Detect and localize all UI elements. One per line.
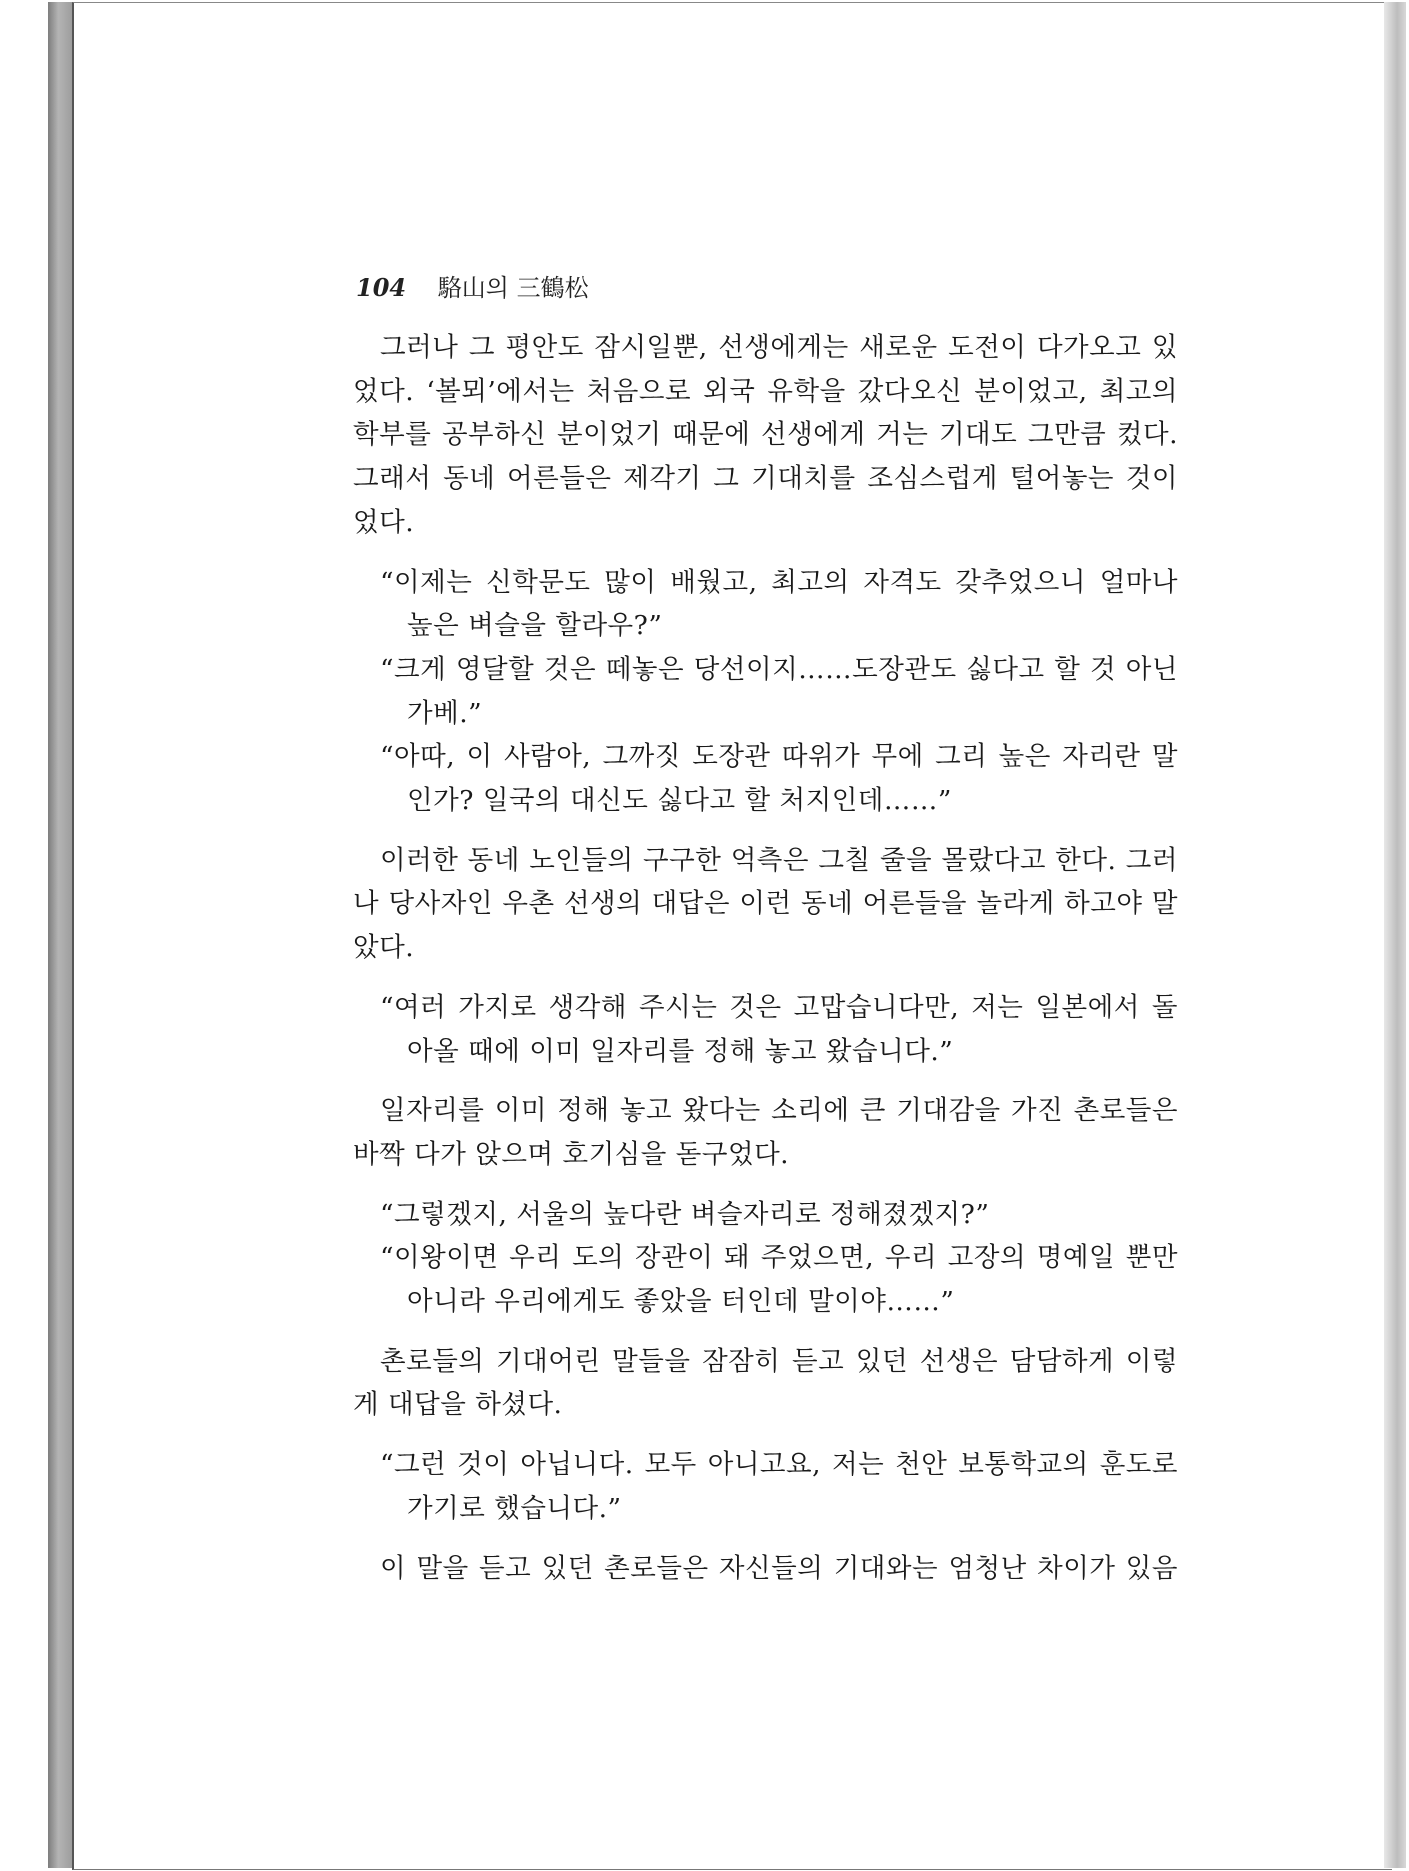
page-number: 104 [356, 273, 407, 302]
dialogue-group [353, 986, 1178, 1073]
paragraph: 이러한 동네 노인들의 구구한 억측은 그칠 줄을 몰랐다고 한다. 그러나 당사자인 우촌 선생의 대답은 이런 동네 어른들을 놀라게 하고야 말았다. [353, 844, 1178, 964]
paragraph: 그러나 그 평안도 잠시일뿐, 선생에게는 새로운 도전이 다가오고 있었다. ‘볼뫼’에서는 처음으로 외국 유학을 갔다오신 분이었고, 최고의 학부를 공부하신 분이었기 때문에 선생에게 거는 기대도 그만큼 컸다. 그래서 동네 어른들은 제각기 그 기대치를 조심스럽게 털어놓는 것이었다. [353, 332, 1178, 538]
book-title: 駱山의 三鶴松 [437, 274, 589, 302]
dialogue-line: “크게 영달할 것은 떼놓은 당선이지……도장관도 싫다고 할 것 아닌가베.” [380, 653, 1178, 729]
dialogue-line: “여러 가지로 생각해 주시는 것은 고맙습니다만, 저는 일본에서 돌아올 때에 이미 일자리를 정해 놓고 왔습니다.” [380, 991, 1178, 1067]
dialogue-line: “아따, 이 사람아, 그까짓 도장관 따위가 무에 그리 높은 자리란 말인가? 일국의 대신도 싫다고 할 처지인데……” [380, 741, 1178, 817]
dialogue-group [353, 1193, 1178, 1324]
dialogue-line: “이제는 신학문도 많이 배웠고, 최고의 자격도 갖추었으니 얼마나 높은 벼슬을 할라우?” [380, 566, 1178, 642]
dialogue-line: “그렇겠지, 서울의 높다란 벼슬자리로 정해졌겠지?” [380, 1198, 990, 1230]
dialogue-group [353, 561, 1178, 823]
page-right-shadow [1384, 2, 1406, 1868]
body-text [353, 326, 1178, 1606]
dialogue-line: “그런 것이 아닙니다. 모두 아니고요, 저는 천안 보통학교의 훈도로 가기로 했습니다.” [380, 1449, 1178, 1524]
paragraph: 일자리를 이미 정해 놓고 왔다는 소리에 큰 기대감을 가진 촌로들은 바짝 다가 앉으며 호기심을 돋구었다. [353, 1095, 1178, 1170]
dialogue-group [353, 1443, 1178, 1530]
running-header [356, 268, 589, 303]
dialogue-line: “이왕이면 우리 도의 장관이 돼 주었으면, 우리 고장의 명예일 뿐만 아니라 우리에게도 좋았을 터인데 말이야……” [380, 1242, 1178, 1318]
paragraph: 촌로들의 기대어린 말들을 잠잠히 듣고 있던 선생은 담담하게 이렇게 대답을 하셨다. [353, 1345, 1178, 1421]
paragraph: 이 말을 듣고 있던 촌로들은 자신들의 기대와는 엄청난 차이가 있음 [380, 1552, 1178, 1584]
book-spine-edge [48, 2, 74, 1868]
